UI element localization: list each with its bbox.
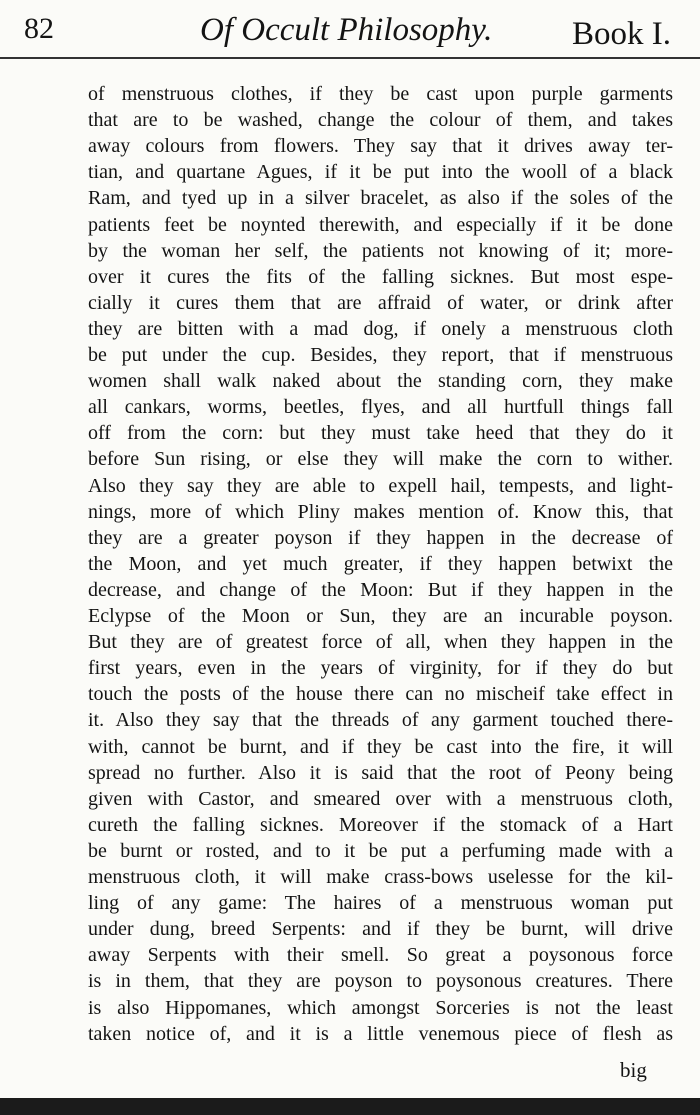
body-line: Eclypse of the Moon or Sun, they are an incurable poyson. xyxy=(88,605,673,627)
body-line: Ram, and tyed up in a silver bracelet, as also if the soles of the xyxy=(88,187,673,210)
body-line: spread no further. Also it is said that the root of Peony being xyxy=(88,761,673,784)
body-line: over it cures the fits of the falling sicknes. But most espe- xyxy=(88,265,673,288)
page-header xyxy=(0,0,700,58)
body-line: taken notice of, and it is a little venemous piece of flesh as xyxy=(88,1022,673,1045)
body-line: Also they say they are able to expell hail, tempests, and light- xyxy=(88,474,673,497)
body-line: cially it cures them that are affraid of water, or drink after xyxy=(88,291,673,314)
body-line: off from the corn: but they must take heed that they do it xyxy=(88,422,673,445)
body-line: they are bitten with a mad dog, if onely a menstruous cloth xyxy=(88,317,673,340)
body-line: away Serpents with their smell. So great a poysonous force xyxy=(88,944,673,967)
body-line: that are to be washed, change the colour of them, and takes xyxy=(88,109,673,132)
catchword: big xyxy=(620,1058,647,1082)
body-line: away colours from flowers. They say that it drives away ter- xyxy=(88,135,673,158)
body-line: decrease, and change of the Moon: But if they happen in the xyxy=(88,578,673,601)
body-line: be burnt or rosted, and to it be put a perfuming made with a xyxy=(88,839,673,862)
body-line: under dung, breed Serpents: and if they be burnt, will drive xyxy=(88,918,673,941)
body-line: ling of any game: The haires of a menstruous woman put xyxy=(88,892,673,915)
body-line: given with Castor, and smeared over with a menstruous cloth, xyxy=(88,787,673,810)
body-line: cureth the falling sicknes. Moreover if the stomack of a Hart xyxy=(88,813,673,836)
body-line: tian, and quartane Agues, if it be put into the wooll of a black xyxy=(88,161,673,184)
body-line: of menstruous clothes, if they be cast upon purple garments xyxy=(88,83,673,105)
header-rule xyxy=(0,57,700,59)
body-line: all cankars, worms, beetles, flyes, and all hurtfull things fall xyxy=(88,396,673,419)
body-line: they are a greater poyson if they happen in the decrease of xyxy=(88,526,673,549)
body-line: nings, more of which Pliny makes mention of. Know this, that xyxy=(88,500,673,523)
body-line: by the woman her self, the patients not knowing of it; more- xyxy=(88,239,673,262)
running-title: Of Occult Philosophy. xyxy=(200,12,493,48)
body-line: the Moon, and yet much greater, if they happen betwixt the xyxy=(88,552,673,575)
page-edge xyxy=(0,1098,700,1115)
body-line: is in them, that they are poyson to poysonous creatures. There xyxy=(88,970,673,993)
body-line: before Sun rising, or else they will make the corn to wither. xyxy=(88,448,673,471)
body-line: patients feet be noynted therewith, and especially if it be done xyxy=(88,213,673,236)
body-line: with, cannot be burnt, and if they be cast into the fire, it will xyxy=(88,735,673,758)
body-line: first years, even in the years of virginity, for if they do but xyxy=(88,657,673,680)
body-line: it. Also they say that the threads of any garment touched there- xyxy=(88,709,673,732)
book-label: Book I. xyxy=(572,16,671,52)
body-line: But they are of greatest force of all, when they happen in the xyxy=(88,631,673,654)
body-line: women shall walk naked about the standing corn, they make xyxy=(88,370,673,393)
body-line: is also Hippomanes, which amongst Sorceries is not the least xyxy=(88,996,673,1019)
body-line: menstruous cloth, it will make crass-bows uselesse for the kil- xyxy=(88,866,673,888)
body-line: touch the posts of the house there can no mischeif take effect in xyxy=(88,683,673,706)
page-number: 82 xyxy=(24,12,54,45)
body-line: be put under the cup. Besides, they report, that if menstruous xyxy=(88,344,673,366)
